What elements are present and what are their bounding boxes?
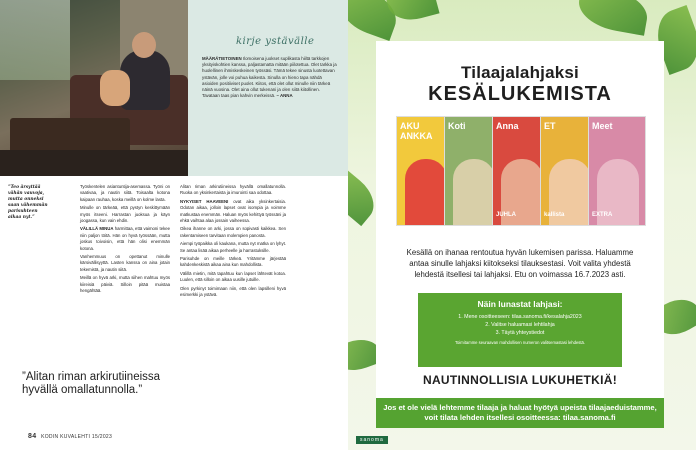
paragraph: Olen pyrkinyt toimimaan niin, että olen lapsilleni hyvä esimerkki ja ystävä. bbox=[180, 285, 286, 298]
magazine-headline: kallista bbox=[544, 212, 565, 218]
ad-title: Tilaajalahjaksi bbox=[461, 63, 579, 82]
cover-image bbox=[405, 159, 447, 225]
letter-body: Ilomoisena juokset suplikasta hiiltä tarkkojen yksityiskohtien kanssa, paljastamatta mitään piilotettua. Olet tarkka ja huolellinen ihmiskeskeinen työssäsi. Tämä tekee sinusta luotettavan ystävän, jolle voi puhua kaikesta. Sinulla on hieno tapa nähdä asioiden positiiviset puolet. Kiitos, että olet ollut minulle niin tärkeä näinä vuosina. Olet aina ollut tukenani ja olen siitä kiitollinen. Tavataan taas pian kahvin merkeissä. bbox=[202, 56, 337, 99]
instructions-title: Näin lunastat lahjasi: bbox=[477, 299, 563, 309]
subhead: VÄLILLÄ MINUA bbox=[80, 226, 114, 232]
paragraph: Meillä on hyvä arki, mutta siihen mahtuu myös kiireisiä päiviä. Silloin pitää muistaa hengähtää. bbox=[80, 275, 170, 294]
child bbox=[100, 70, 130, 106]
instructions-box bbox=[418, 293, 622, 367]
magazine-headline: EXTRA bbox=[592, 212, 613, 218]
magazine-headline: JUHLA bbox=[496, 212, 517, 218]
subscription-ad bbox=[376, 41, 664, 401]
paragraph: Minulle on tärkeää, että pystyn keskittymään myös itseeni. Harrastan juoksua ja käyn joogassa, kun vain ehdin. bbox=[80, 205, 170, 224]
article-column-2 bbox=[180, 184, 286, 301]
subhead: NYKYISET HAAVEENI bbox=[180, 198, 229, 204]
paragraph bbox=[180, 199, 286, 225]
paragraph: Vanhemmuus on opettanut minulle kärsivällisyyttä. Lasten kanssa on aina jotain tekemistä, ja nautin siitä. bbox=[80, 254, 170, 272]
window bbox=[0, 0, 70, 80]
leaf-decoration bbox=[575, 0, 651, 36]
closing-headline: NAUTINNOLLISIA LUKUHETKIÄ! bbox=[422, 373, 617, 387]
person-head bbox=[132, 32, 156, 58]
paragraph bbox=[80, 226, 170, 252]
photo-caption: ”Teo ärsyttää vähän vauvoja, mutta onneksi saan vähemmän parisuhteen aikaa nyt.” bbox=[8, 185, 48, 220]
magazine-name: Meet bbox=[592, 121, 613, 131]
pull-quote: ”Alitan riman arkirutiineissa hyvällä omallatunnolla.” bbox=[22, 371, 161, 396]
paragraph: Oikea ihanne on arki, jossa on sopivasti kaikkea. Sen rakentamiseen tarvitaan molempien panosta. bbox=[180, 226, 286, 238]
letter-panel bbox=[188, 0, 348, 176]
paragraph: Alitan riman arkirutiineissa hyvällä omallatunnolla. Ruoka on yksinkertaista ja imurointi saa odottaa. bbox=[180, 184, 286, 196]
magazine-cover bbox=[588, 116, 646, 226]
magazine-name: Koti bbox=[448, 121, 466, 131]
paragraph: Työskentelen asiantuntija-asemassa. Työni on vaativaa, ja nautin siitä. Toisaalta kotona kaipaan rauhaa, koska meillä on kolme lasta. bbox=[80, 184, 170, 202]
instruction-step[interactable]: 1. Mene osoitteeseen: tilaa.sanoma.fi/kesalahja2023 bbox=[458, 314, 582, 320]
folio bbox=[28, 433, 112, 440]
paragraph: Välillä mietin, mitä tapahtuu kun lapset lähtevät kotoa. Luulen, että silloin on aikaa uusille jutuille. bbox=[180, 270, 286, 283]
magazine-name: ET bbox=[544, 121, 556, 131]
cover-image bbox=[453, 159, 495, 225]
right-page bbox=[348, 0, 696, 450]
magazine-covers bbox=[396, 116, 646, 226]
publication-name: KODIN KUVALEHTI 15/2023 bbox=[41, 434, 113, 440]
paragraph: Aiempi työpaikka oli kaukana, mutta nyt matka on lyhyt. Se antaa lisää aikaa perheelle ja harrastuksille. bbox=[180, 241, 286, 253]
paragraph-text: harmittaa, että vaimoni tekee niin paljon töitä. Hän on hyvä työssään, mutta joskus toivoisin, että hän olisi enemmän kotona. bbox=[80, 226, 171, 251]
letter-text bbox=[202, 56, 338, 99]
paragraph: Parisuhde on meille tärkeä. Yritämme järjestää kahdenkeskistä aikaa aina kun mahdollista. bbox=[180, 256, 286, 268]
letter-title: kirje ystävälle bbox=[236, 36, 315, 47]
subscribe-banner[interactable]: Jos et ole vielä lehtemme tilaaja ja haluat hyötyä upeista tilaajaeduistamme, voit tilata lehden itsellesi osoitteessa: tilaa.sanoma.fi bbox=[376, 398, 664, 428]
brand-logo: sanoma bbox=[356, 436, 388, 444]
instruction-step: 3. Täytä yhteystiedot bbox=[495, 330, 545, 336]
floor bbox=[0, 150, 188, 176]
family-photo bbox=[0, 0, 188, 176]
article-column-1 bbox=[80, 184, 170, 297]
letter-signature: – ANNA bbox=[276, 93, 293, 99]
instructions-note: Toimitamme seuraavan mahdollisen numeron valitsemastasi lehdestä. bbox=[454, 340, 586, 345]
paragraph-text: ovat aika yksinkertaisia. Odotan aikaa, jolloin lapset ovat isompia ja voimme matkustaa enemmän. Haluan myös kehittyä työssäni ja ehkä vaihtaa alaa jossain vaiheessa. bbox=[180, 198, 286, 224]
page-number: 84 bbox=[28, 433, 37, 440]
instruction-step: 2. Valitse haluamasi lehtilahja bbox=[485, 322, 555, 328]
ad-body-text: Kesällä on ihanaa rentoutua hyvän lukemisen parissa. Haluamme antaa sinulle lahjaksi kiitokseksi tilauksestasi. Voit valita yhdestä lehdestä itsellesi tai lahjaksi. Etu on voimassa 16.7.2023 asti. bbox=[406, 248, 634, 279]
magazine-name: AKU ANKKA bbox=[400, 121, 433, 141]
ad-subtitle: KESÄLUKEMISTA bbox=[428, 83, 612, 105]
magazine-name: Anna bbox=[496, 121, 519, 131]
letter-lead: MÄÄRÄTIETOINEN bbox=[202, 56, 242, 61]
